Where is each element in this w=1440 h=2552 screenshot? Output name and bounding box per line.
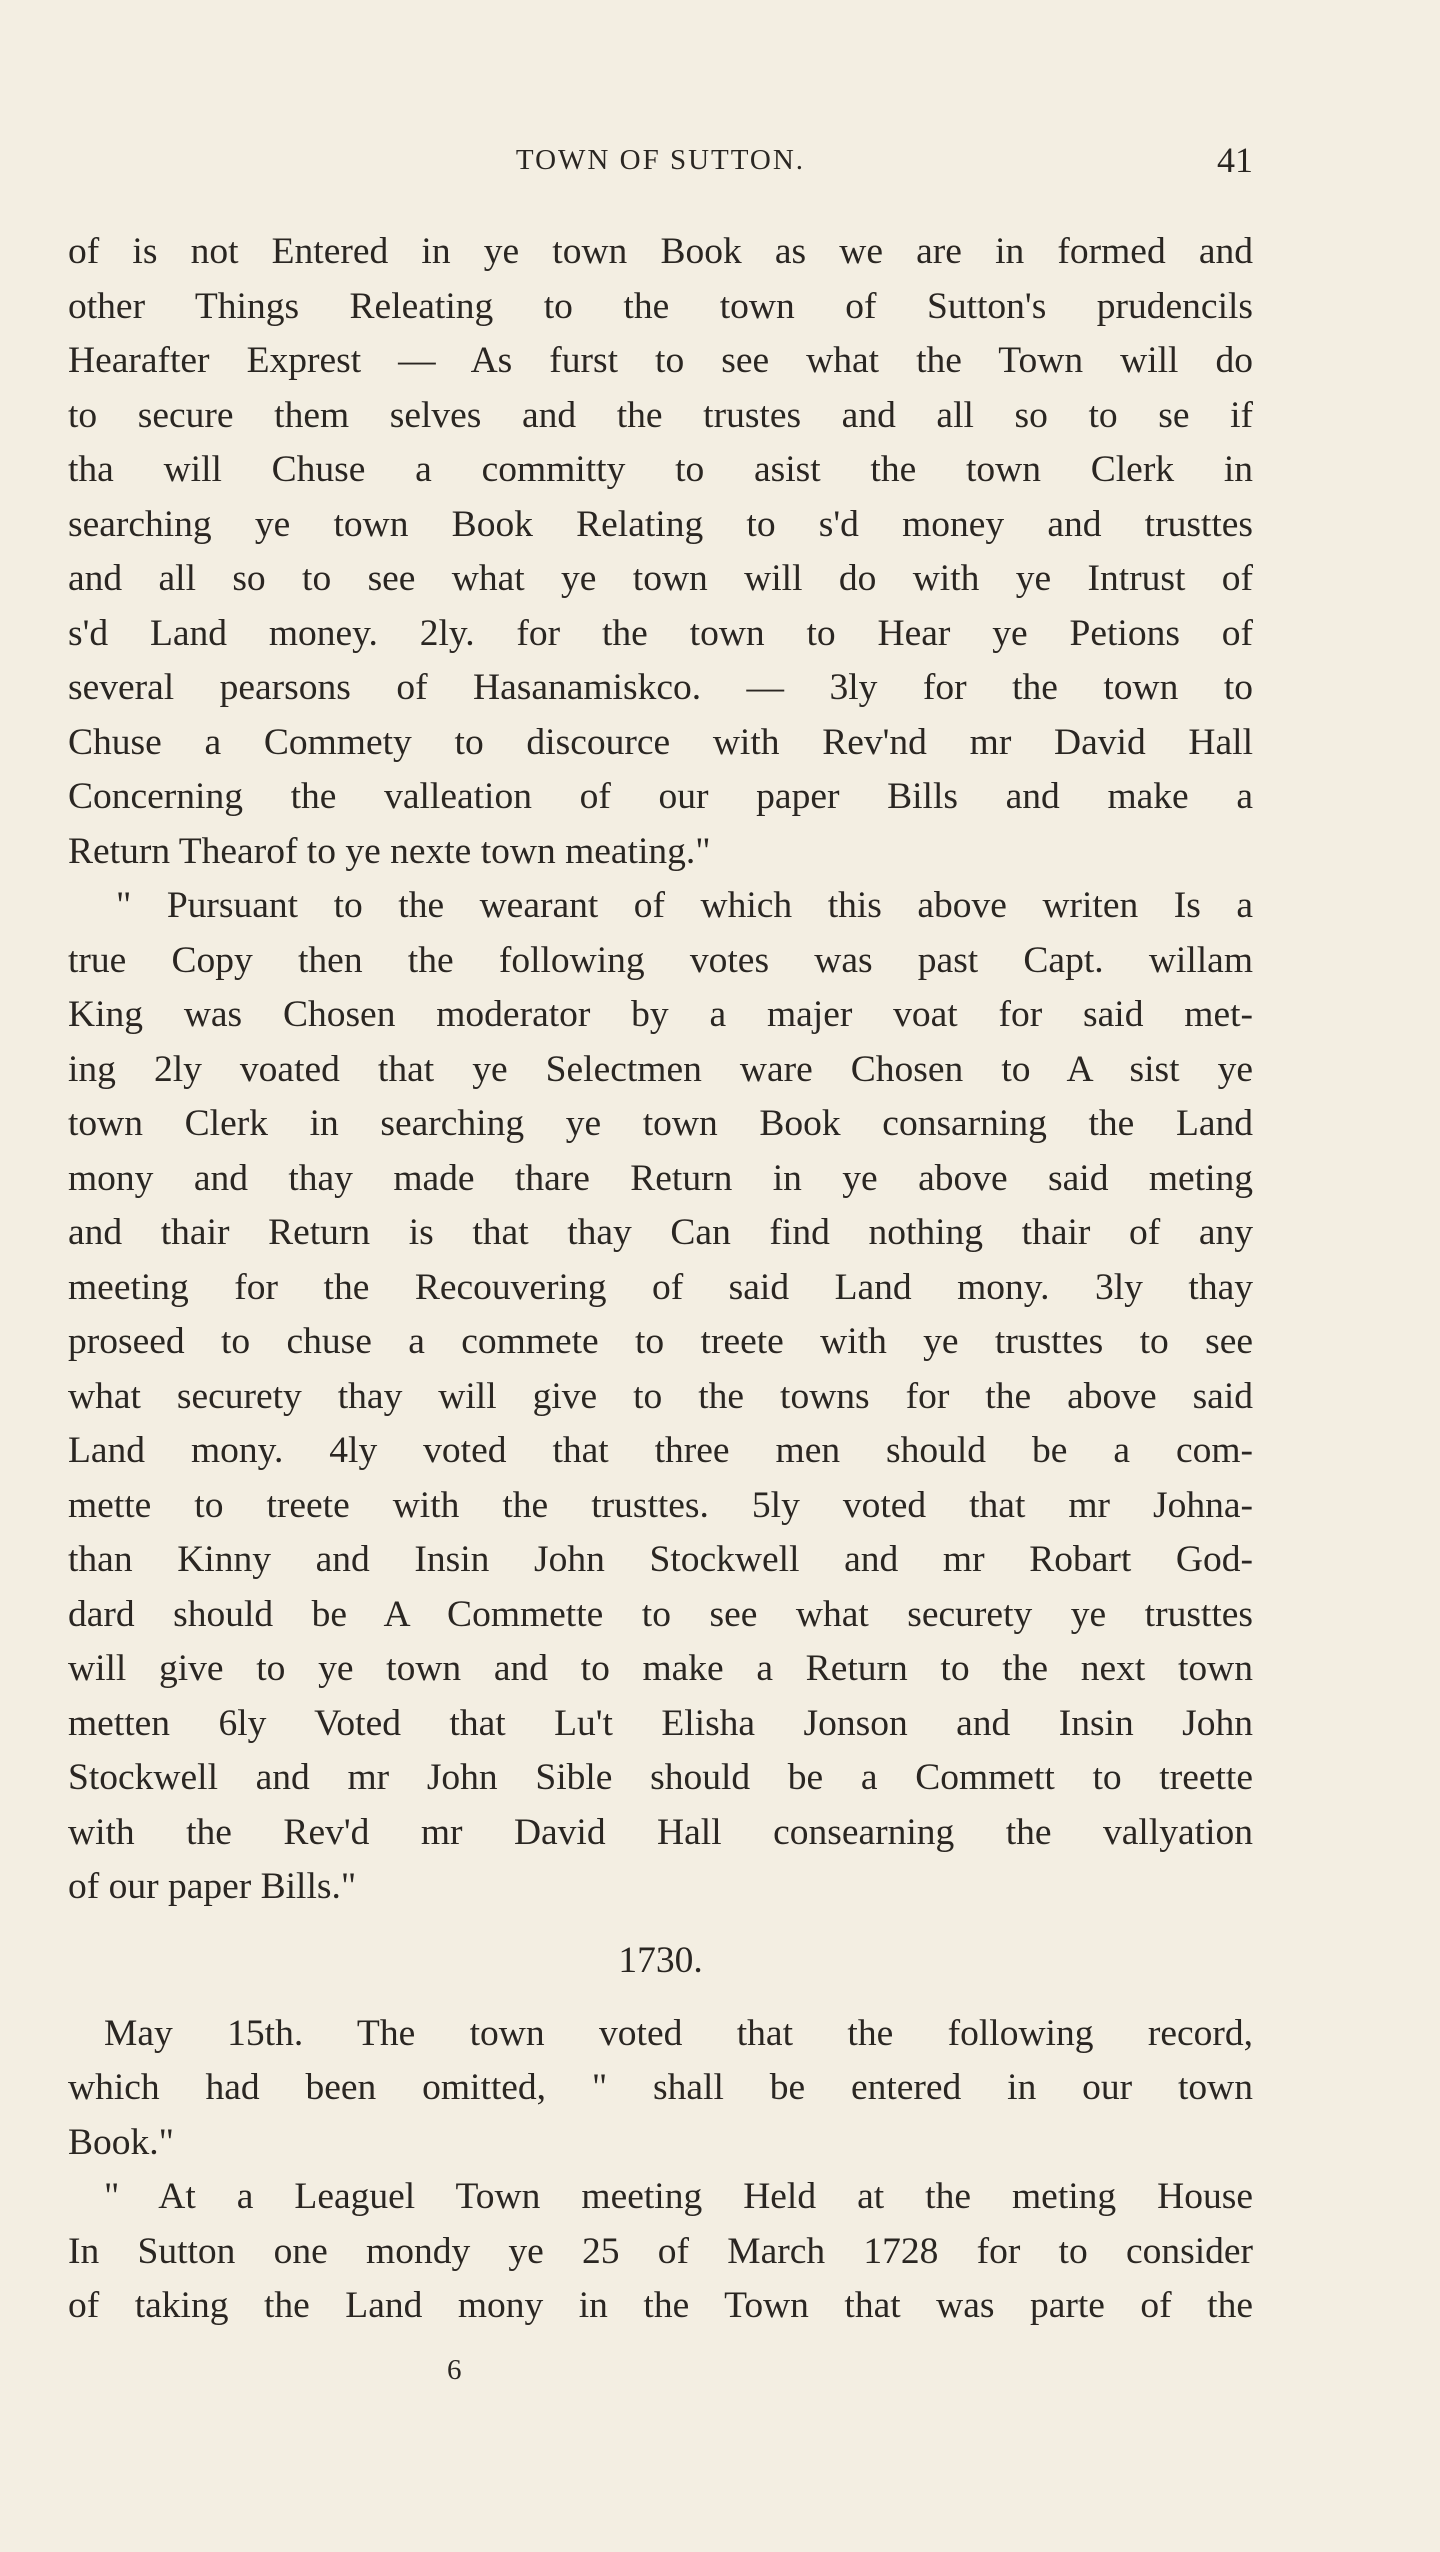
body-text [68, 225, 1253, 2334]
text-line: " Pursuant to the wearant of which this above writen Is a [116, 885, 1253, 926]
text-line: mette to treete with the trusttes. 5ly voted that mr Johna- [68, 1484, 1253, 1526]
text-line: " At a Leaguel Town meeting Held at the meting House [104, 2176, 1253, 2217]
text-line: tha will Chuse a committy to asist the town Clerk in [68, 449, 1253, 490]
text-line: ing 2ly voated that ye Selectmen ware Chosen to A sist ye [68, 1048, 1253, 1090]
text-line: proseed to chuse a commete to treete with ye trusttes to see [68, 1321, 1253, 1362]
text-line: Land mony. 4ly voted that three men should be a com- [68, 1430, 1253, 1471]
year-heading: 1730. [618, 1939, 703, 1981]
text-line: which had been omitted, " shall be entered in our town [68, 2067, 1253, 2108]
text-line: In Sutton one mondy ye 25 of March 1728 for to consider [68, 2230, 1253, 2272]
text-line: than Kinny and Insin John Stockwell and mr Robart God- [68, 1539, 1253, 1580]
text-line: May 15th. The town voted that the following record, [104, 2012, 1253, 2054]
text-line: of is not Entered in ye town Book as we are in formed and [68, 231, 1253, 272]
text-line: Chuse a Commety to discource with Rev'nd mr David Hall [68, 721, 1253, 763]
text-line: what securety thay will give to the towns for the above said [68, 1375, 1253, 1417]
text-line: searching ye town Book Relating to s'd money and trusttes [68, 503, 1253, 545]
text-line: and thair Return is that thay Can find nothing thair of any [68, 1212, 1253, 1253]
text-line: will give to ye town and to make a Return to the next town [68, 1648, 1253, 1689]
text-line: metten 6ly Voted that Lu't Elisha Jonson and Insin John [68, 1702, 1253, 1744]
text-line: of taking the Land mony in the Town that was parte of the [68, 2285, 1253, 2326]
running-head [68, 135, 1253, 185]
text-line: to secure them selves and the trustes and all so to se if [68, 394, 1253, 436]
text-line: Book." [68, 2121, 174, 2163]
running-title: TOWN OF SUTTON. [515, 144, 806, 176]
text-line: dard should be A Commette to see what securety ye trusttes [68, 1593, 1253, 1635]
text-line: King was Chosen moderator by a majer voat for said met- [68, 994, 1253, 1035]
text-line: other Things Releating to the town of Sutton's prudencils [68, 285, 1253, 327]
text-line: true Copy then the following votes was past Capt. willam [68, 939, 1253, 981]
text-line: Concerning the valleation of our paper Bills and make a [68, 776, 1253, 817]
signature-mark: 6 [447, 2354, 462, 2386]
text-line: Return Thearof to ye nexte town meating." [68, 830, 711, 872]
text-line: Hearafter Exprest — As furst to see what the Town will do [68, 340, 1253, 381]
text-line: of our paper Bills." [68, 1866, 357, 1907]
text-line: Stockwell and mr John Sible should be a Commett to treette [68, 1757, 1253, 1798]
text-line: s'd Land money. 2ly. for the town to Hear ye Petions of [68, 612, 1253, 654]
text-line: several pearsons of Hasanamiskco. — 3ly for the town to [68, 667, 1253, 708]
text-line: town Clerk in searching ye town Book consarning the Land [68, 1103, 1253, 1144]
text-line: meeting for the Recouvering of said Land mony. 3ly thay [68, 1266, 1253, 1308]
text-line: with the Rev'd mr David Hall consearning the vallyation [68, 1811, 1253, 1853]
text-line: and all so to see what ye town will do with ye Intrust of [68, 558, 1253, 599]
page-number: 41 [1217, 140, 1253, 180]
text-line: mony and thay made thare Return in ye above said meting [68, 1157, 1253, 1199]
